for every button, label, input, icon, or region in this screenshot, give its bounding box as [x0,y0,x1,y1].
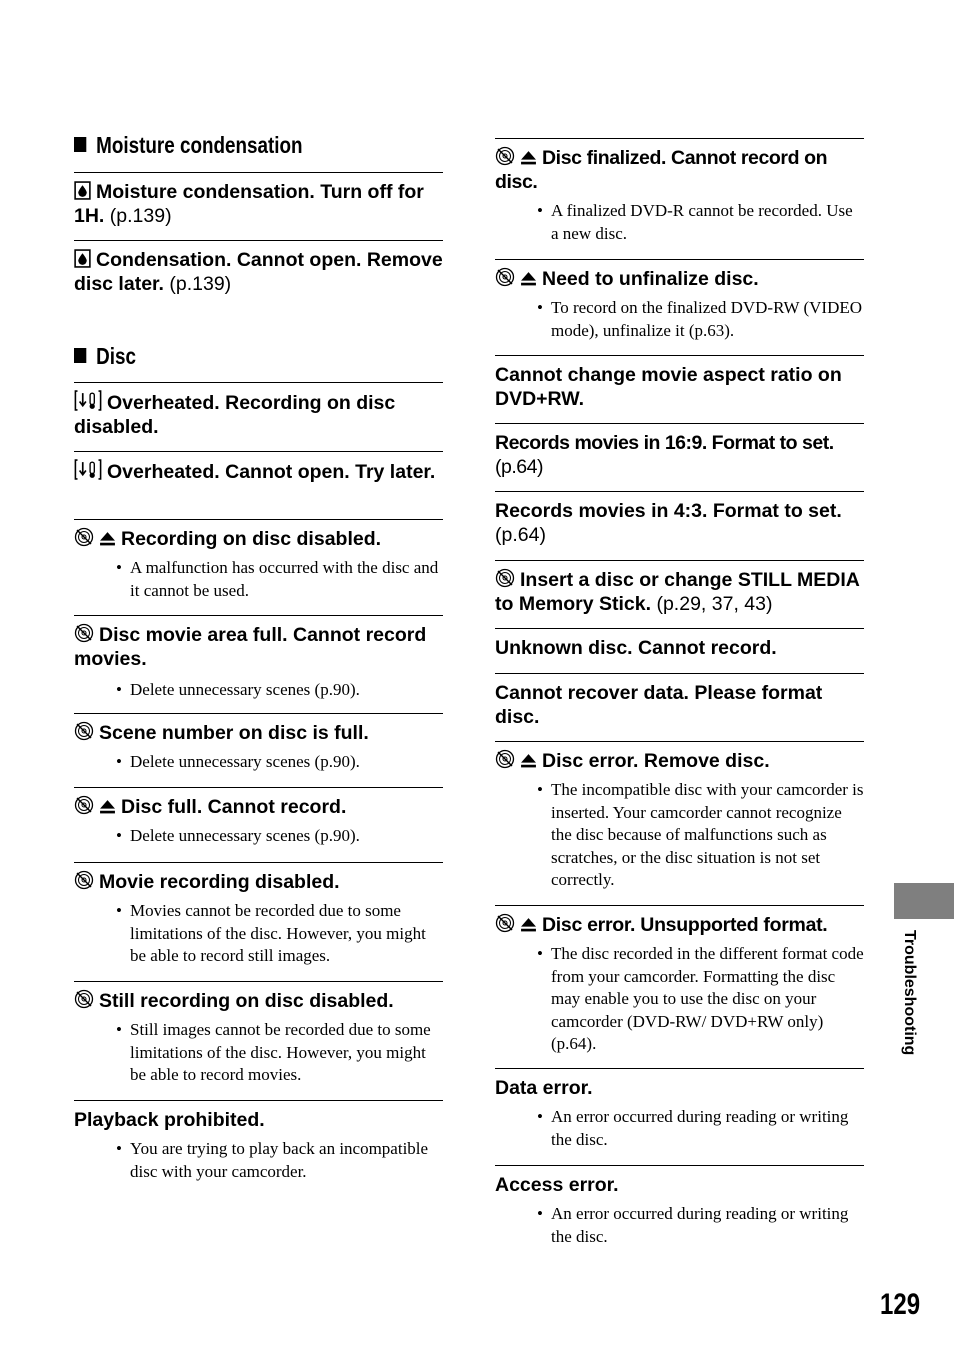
message-entry [74,787,443,848]
message-entry [74,862,443,968]
message-heading: Playback prohibited. [74,1109,265,1131]
section-title-disc: Disc [74,342,136,370]
message-heading: Disc error. Unsupported format. [495,913,864,937]
message-entry [74,382,443,439]
message-heading: Movie recording disabled. [74,870,443,894]
message-entry [74,713,443,774]
message-heading: Disc finalized. Cannot record on disc. [495,147,828,193]
drop-icon [74,181,91,200]
message-entry [74,615,443,702]
bullet-item: • A malfunction has occurred with the disc and it cannot be used. [116,558,439,600]
bullet-item: • The disc recorded in the different format code from your camcorder. Formatting the disc may enable you to use the disc on your camcorder (DVD-RW/ DVD+RW only) (p.64). [537,944,864,1053]
message-entry [495,741,864,892]
message-heading: Disc movie area full. Cannot record movies. [74,624,427,670]
disc-icon [74,989,94,1009]
message-entry [74,1100,443,1183]
bullet-item: • An error occurred during reading or writing the disc. [537,1107,849,1149]
bullet-item: • Still images cannot be recorded due to some limitations of the disc. However, you might be able to record movies. [116,1020,431,1084]
message-entry [74,519,443,602]
disc-icon [74,870,94,890]
message-heading: Cannot change movie aspect ratio on DVD+RW. [495,364,842,410]
disc-icon [74,721,94,741]
page-number: 129 [880,1288,921,1321]
message-entry [495,560,864,616]
message-entry [495,673,864,729]
bullet-item: • You are trying to play back an incompatible disc with your camcorder. [116,1139,429,1181]
bullet-item: • Delete unnecessary scenes (p.90). [116,826,360,845]
drop-icon [74,249,91,268]
message-heading: Disc error. Remove disc. [495,749,864,773]
message-heading: Cannot recover data. Please format disc. [495,682,823,728]
message-heading: Unknown disc. Cannot record. [495,637,777,659]
message-entry [495,1068,864,1151]
square-bullet-icon [74,348,86,363]
message-entry [495,423,864,479]
disc-icon [495,267,515,287]
thermometer-icon [74,459,102,480]
eject-icon [99,530,116,547]
message-heading: Records movies in 4:3. Format to set. (p.64) [495,500,842,546]
message-entry [74,451,443,484]
bullet-item: • An error occurred during reading or writing the disc. [537,1204,849,1246]
bullet-item: • Movies cannot be recorded due to some limitations of the disc. However, you might be able to record still images. [116,901,426,965]
eject-icon [520,916,537,933]
disc-icon [74,795,94,815]
disc-icon [495,749,515,769]
bullet-item: • To record on the finalized DVD-RW (VIDEO mode), unfinalize it (p.63). [537,298,863,340]
message-entry [495,259,864,342]
message-entry [495,1165,864,1248]
disc-icon [74,623,94,643]
message-entry [495,628,864,660]
message-entry [495,138,864,245]
message-heading: Still recording on disc disabled. [74,989,443,1013]
message-heading: Records movies in 16:9. Format to set. (p.64) [495,432,834,478]
eject-icon [99,798,116,815]
thermometer-icon [74,390,102,411]
message-heading: Need to unfinalize disc. [495,267,864,291]
message-heading: Overheated. Recording on disc disabled. [74,392,396,438]
chapter-tab-marker [894,883,954,919]
disc-icon [495,568,515,588]
message-entry [495,491,864,547]
message-heading: Overheated. Cannot open. Try later. [74,459,443,484]
bullet-item: • Delete unnecessary scenes (p.90). [116,752,360,771]
disc-icon [495,913,515,933]
message-heading: Recording on disc disabled. [74,527,443,551]
disc-icon [74,527,94,547]
eject-icon [520,149,537,166]
eject-icon [520,752,537,769]
message-heading: Moisture condensation. Turn off for 1H. (p.139) [74,181,424,227]
message-entry [74,240,443,296]
eject-icon [520,270,537,287]
chapter-tab-label: Troubleshooting [901,930,918,1056]
section-title-moisture: Moisture condensation [74,131,303,159]
square-bullet-icon [74,137,86,152]
message-entry [74,172,443,228]
message-heading: Data error. [495,1077,593,1099]
message-heading: Disc full. Cannot record. [74,795,443,819]
bullet-item: • A finalized DVD-R cannot be recorded. Use a new disc. [537,201,853,243]
bullet-item: • The incompatible disc with your camcorder is inserted. Your camcorder cannot recognize the disc because of malfunctions such as scratches, or the disc situation is not set correctly. [537,780,864,889]
bullet-item: • Delete unnecessary scenes (p.90). [116,680,360,699]
message-entry [74,981,443,1087]
message-entry [495,355,864,411]
disc-icon [495,146,515,166]
message-heading: Access error. [495,1174,619,1196]
message-entry [495,905,864,1056]
message-heading: Insert a disc or change STILL MEDIA to Memory Stick. (p.29, 37, 43) [495,569,860,615]
message-heading: Scene number on disc is full. [74,721,443,745]
message-heading: Condensation. Cannot open. Remove disc later. (p.139) [74,249,443,295]
